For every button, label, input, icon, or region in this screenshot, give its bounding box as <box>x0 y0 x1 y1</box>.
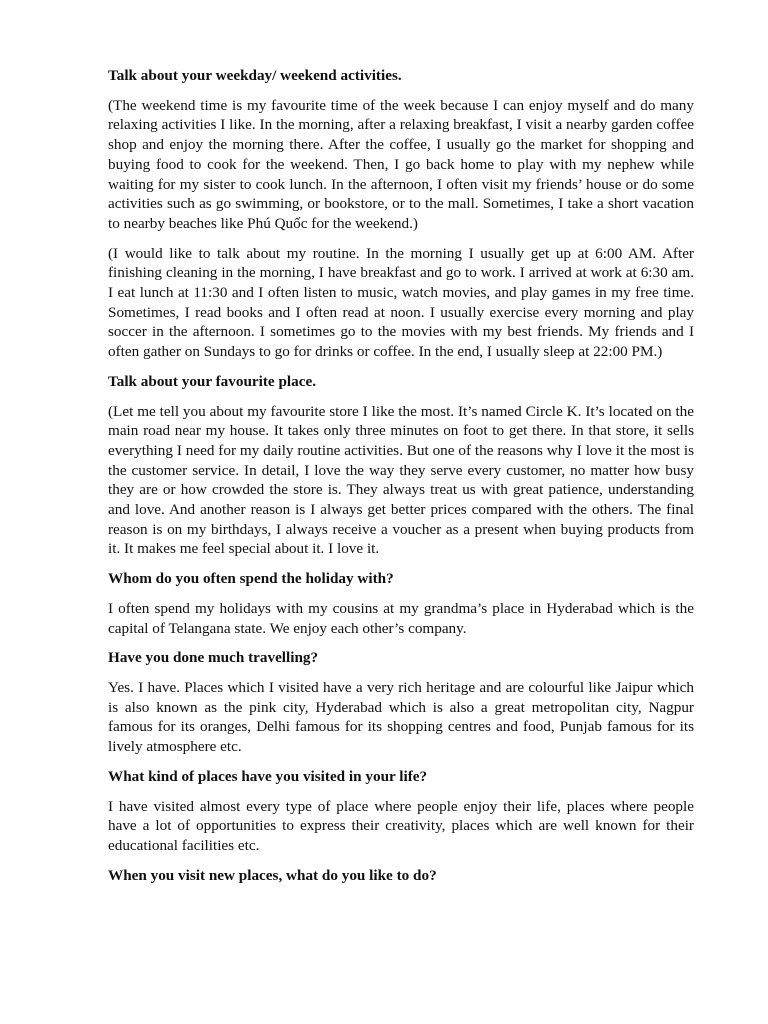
paragraph-holiday-cousins: I often spend my holidays with my cousins at my grandma’s place in Hyderabad which is the capital of Telangana state. We enjoy each other’s company. <box>108 599 694 637</box>
section-heading-holiday-company: Whom do you often spend the holiday with? <box>108 570 394 588</box>
section-heading-weekend-activities: Talk about your weekday/ weekend activities. <box>108 67 402 84</box>
section-heading-favourite-place: Talk about your favourite place. <box>108 372 317 390</box>
paragraph-favourite-store: (Let me tell you about my favourite store I like the most. It’s named Circle K. It’s located on the main road near my house. It takes only three minutes on foot to get there. In that store, it sells everything I need for my daily routine activities. But one of the reasons why I love it the most is the customer service. In detail, I love the way they serve every customer, no matter how busy they are or how crowded the store is. They always treat us with great patience, understanding and love. And another reason is I always get better prices compared with the others. The final reason is on my birthdays, I always receive a voucher as a present when buying products from it. It makes me feel special about it. I love it. <box>108 402 694 558</box>
paragraph-weekend-time: (The weekend time is my favourite time of the week because I can enjoy myself and do many relaxing activities I like. In the morning, after a relaxing breakfast, I visit a nearby garden coffee shop and enjoy the morning there. After the coffee, I usually go the market for shopping and buying food to cook for the weekend. Then, I go back home to play with my nephew while waiting for my sister to cook lunch. In the afternoon, I often visit my friends’ house or do some activities such as go swimming, or bookstore, or to the mall. Sometimes, I take a short vacation to nearby beaches like Phú Quốc for the weekend.) <box>108 96 694 232</box>
paragraph-travelling-places: Yes. I have. Places which I visited have a very rich heritage and are colourful like Jaipur which is also known as the pink city, Hyderabad which is also a great metropolitan city, Nagpur famous for its oranges, Delhi famous for its shopping centres and food, Punjab famous for its lively atmosphere etc. <box>108 678 694 756</box>
section-heading-new-places: When you visit new places, what do you like to do? <box>108 866 437 884</box>
section-heading-travelling: Have you done much travelling? <box>108 649 319 667</box>
paragraph-places-visited: I have visited almost every type of place where people enjoy their life, places where people have a lot of opportunities to express their creativity, places which are well known for their educational facilities etc. <box>108 797 694 854</box>
document-page <box>108 66 694 895</box>
section-heading-places-visited: What kind of places have you visited in your life? <box>108 767 428 785</box>
paragraph-routine: (I would like to talk about my routine. In the morning I usually get up at 6:00 AM. After finishing cleaning in the morning, I have breakfast and go to work. I arrived at work at 6:30 am. I eat lunch at 11:30 and I often listen to music, watch movies, and play games in my free time. Sometimes, I read books and I often read at noon. I usually exercise every morning and play soccer in the afternoon. I sometimes go to the movies with my best friends. My friends and I often gather on Sundays to go for drinks or coffee. In the end, I usually sleep at 22:00 PM.) <box>108 244 694 361</box>
